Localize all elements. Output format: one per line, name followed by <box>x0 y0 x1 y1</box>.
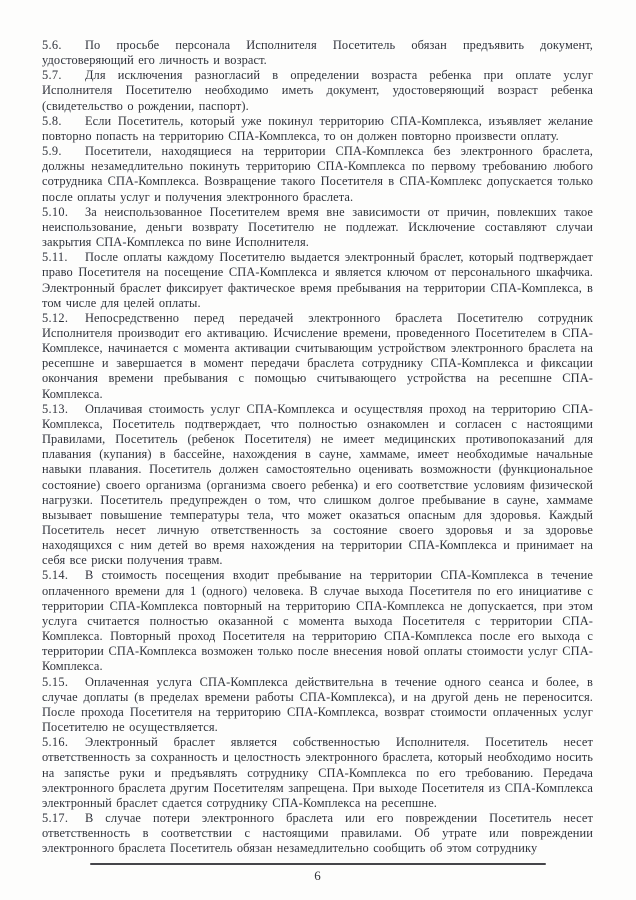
clause-text: Непосредственно перед передачей электронного браслета Посетителю сотрудник Исполнителя производит его активацию. Исчисление времени, проведенного Посетителем в СПА-Комплексе, начинается с момента активации считывающим устройством электронного браслета на ресепшне и завершается в момент передачи браслета сотруднику СПА-Комплекса и фиксации окончания времени пребывания с помощью считывающего устройства на ресепшне СПА-Комплекса. <box>42 310 593 401</box>
clause-text: Для исключения разногласий в определении возраста ребенка при оплате услуг Исполнителя Посетителю необходимо иметь документ, удостоверяющий возраст ребенка (свидетельство о рождении, паспорт). <box>42 68 593 113</box>
clause-text: Оплаченная услуга СПА-Комплекса действительна в течение одного сеанса и более, в случае доплаты (в пределах времени работы СПА-Комплекса), и на другой день не переносится. После прохода Посетителя на территорию СПА-Комплекса, возврат стоимости оплаченных услуг Посетителю не осуществляется. <box>42 674 593 735</box>
clause-number: 5.14. <box>42 568 69 583</box>
clause-number: 5.10. <box>42 204 69 219</box>
clause-text: Электронный браслет является собственностью Исполнителя. Посетитель несет ответственность за сохранность и целостность электронного браслета, который необходимо носить на запястье руки и предъявлять сотруднику СПА-Комплекса по его требованию. Передача электронного браслета другим Посетителям запрещена. При выходе Посетителя из СПА-Комплекса электронный браслет сдается сотруднику СПА-Комплекса на ресепшне. <box>42 735 593 810</box>
clause-text: Если Посетитель, который уже покинул территорию СПА-Комплекса, изъявляет желание повторно попасть на территорию СПА-Комплекса, то он должен повторно произвести оплату. <box>42 113 593 143</box>
paragraph-5-9 <box>42 144 593 205</box>
clause-text: После оплаты каждому Посетителю выдается электронный браслет, который подтверждает право Посетителя на посещение СПА-Комплекса и является ключом от персонального шкафчика. Электронный браслет фиксирует фактическое время пребывания на территории СПА-Комплекса, в том числе для целей оплаты. <box>42 250 593 310</box>
footer-divider <box>90 863 546 865</box>
clause-text: Оплачивая стоимость услуг СПА-Комплекса и осуществляя проход на территорию СПА-Комплекса, Посетитель подтверждает, что полностью ознакомлен и согласен с настоящими Правилами, Посетитель (ребенок Посетителя) не имеет медицинских противопоказаний для плавания (купания) в бассейне, нахождения в сауне, хаммаме, имеет необходимые начальные навыки плавания. Посетитель должен самостоятельно оценивать возможности (функциональное состояние) своего организма (организма своего ребенка) и его соответствие условиям физической нагрузки. Посетитель предупрежден о том, что слишком долгое пребывание в сауне, хаммаме вызывает повышение температуры тела, что может оказаться опасным для здоровья. Каждый Посетитель несет личную ответственность за состояние своего здоровья и за здоровье находящихся с ним детей во время нахождения на территории СПА-Комплекса и принимает на себя все риски получения травм. <box>42 401 593 568</box>
clause-text: Посетители, находящиеся на территории СПА-Комплекса без электронного браслета, должны незамедлительно покинуть территорию СПА-Комплекса по первому требованию любого сотрудника СПА-Комплекса. Возвращение такого Посетителя в СПА-Комплекс допускается только после оплаты услуг и получения электронного браслета. <box>42 144 593 204</box>
paragraph-5-10 <box>42 205 593 250</box>
paragraph-5-14 <box>42 568 593 674</box>
clause-number: 5.8. <box>42 113 62 128</box>
clause-number: 5.11. <box>42 250 68 265</box>
clause-text: В стоимость посещения входит пребывание на территории СПА-Комплекса в течение оплаченного времени для 1 (одного) человека. В случае выхода Посетителя по его инициативе с территории СПА-Комплекса повторный на территорию СПА-Комплекса не допускается, при этом услуга считается полностью оказанной с момента выхода Посетителя с территории СПА-Комплекса. Повторный проход Посетителя на территорию СПА-Комплекса после его выхода с территории СПА-Комплекса возможен только после внесения новой оплаты стоимости услуг СПА-Комплекса. <box>42 568 593 674</box>
clause-text: За неиспользованное Посетителем время вне зависимости от причин, повлекших такое неиспользование, деньги возврату Посетителю не подлежат. Исключение составляют случаи закрытия СПА-Комплекса по вине Исполнителя. <box>42 204 593 250</box>
page-number: 6 <box>314 868 321 883</box>
paragraph-5-16 <box>42 735 593 811</box>
clause-number: 5.12. <box>42 310 69 325</box>
paragraph-5-6 <box>42 38 593 68</box>
clause-number: 5.16. <box>42 735 69 750</box>
paragraph-5-7 <box>42 68 593 113</box>
clause-number: 5.15. <box>42 674 69 689</box>
clause-number: 5.7. <box>42 68 62 83</box>
page-footer <box>42 863 593 883</box>
clause-text: По просьбе персонала Исполнителя Посетитель обязан предъявить документ, удостоверяющий его личность и возраст. <box>42 38 593 68</box>
clause-number: 5.6. <box>42 38 62 52</box>
paragraph-5-15 <box>42 675 593 736</box>
paragraph-5-11 <box>42 250 593 311</box>
clause-number: 5.13. <box>42 401 69 416</box>
paragraph-5-17 <box>42 811 593 856</box>
paragraph-5-13 <box>42 402 593 569</box>
clause-text: В случае потери электронного браслета или его повреждении Посетитель несет ответственность в соответствии с настоящими правилами. Об утрате или повреждении электронного браслета Посетитель обязан незамедлительно сообщить об этом сотруднику <box>42 810 593 856</box>
paragraph-5-12 <box>42 311 593 402</box>
clause-number: 5.9. <box>42 144 62 159</box>
clause-number: 5.17. <box>42 810 69 825</box>
paragraph-5-8 <box>42 114 593 144</box>
document-body <box>42 38 593 856</box>
